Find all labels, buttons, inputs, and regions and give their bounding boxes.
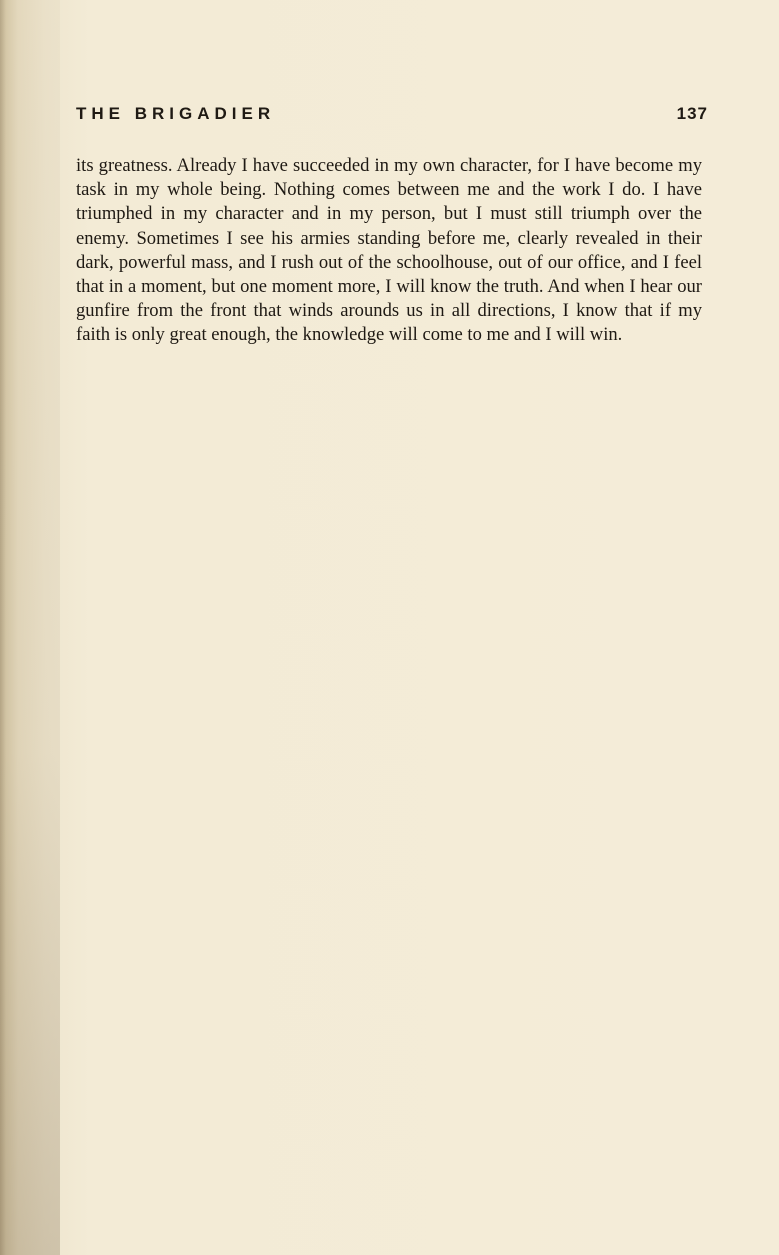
paragraph: its greatness. Already I have succeeded in my own character, for I have become my task in my whole being. Nothing comes between me and the work I do. I have triumphed in my character and in my person, but I must still triumph over the enemy. Sometimes I see his armies standing before me, clearly revealed in their dark, powerful mass, and I rush out of the schoolhouse, out of our office, and I feel that in a moment, but one moment more, I will know the truth. And when I hear our gunfire from the front that winds arounds us in all directions, I know that if my faith is only great enough, the knowledge will come to me and I will win. (76, 155, 702, 346)
binding-gutter-shadow (0, 0, 60, 1255)
running-title: THE BRIGADIER (76, 104, 276, 123)
page-number: 137 (676, 104, 708, 123)
body-text (76, 154, 702, 348)
running-head (76, 104, 708, 130)
